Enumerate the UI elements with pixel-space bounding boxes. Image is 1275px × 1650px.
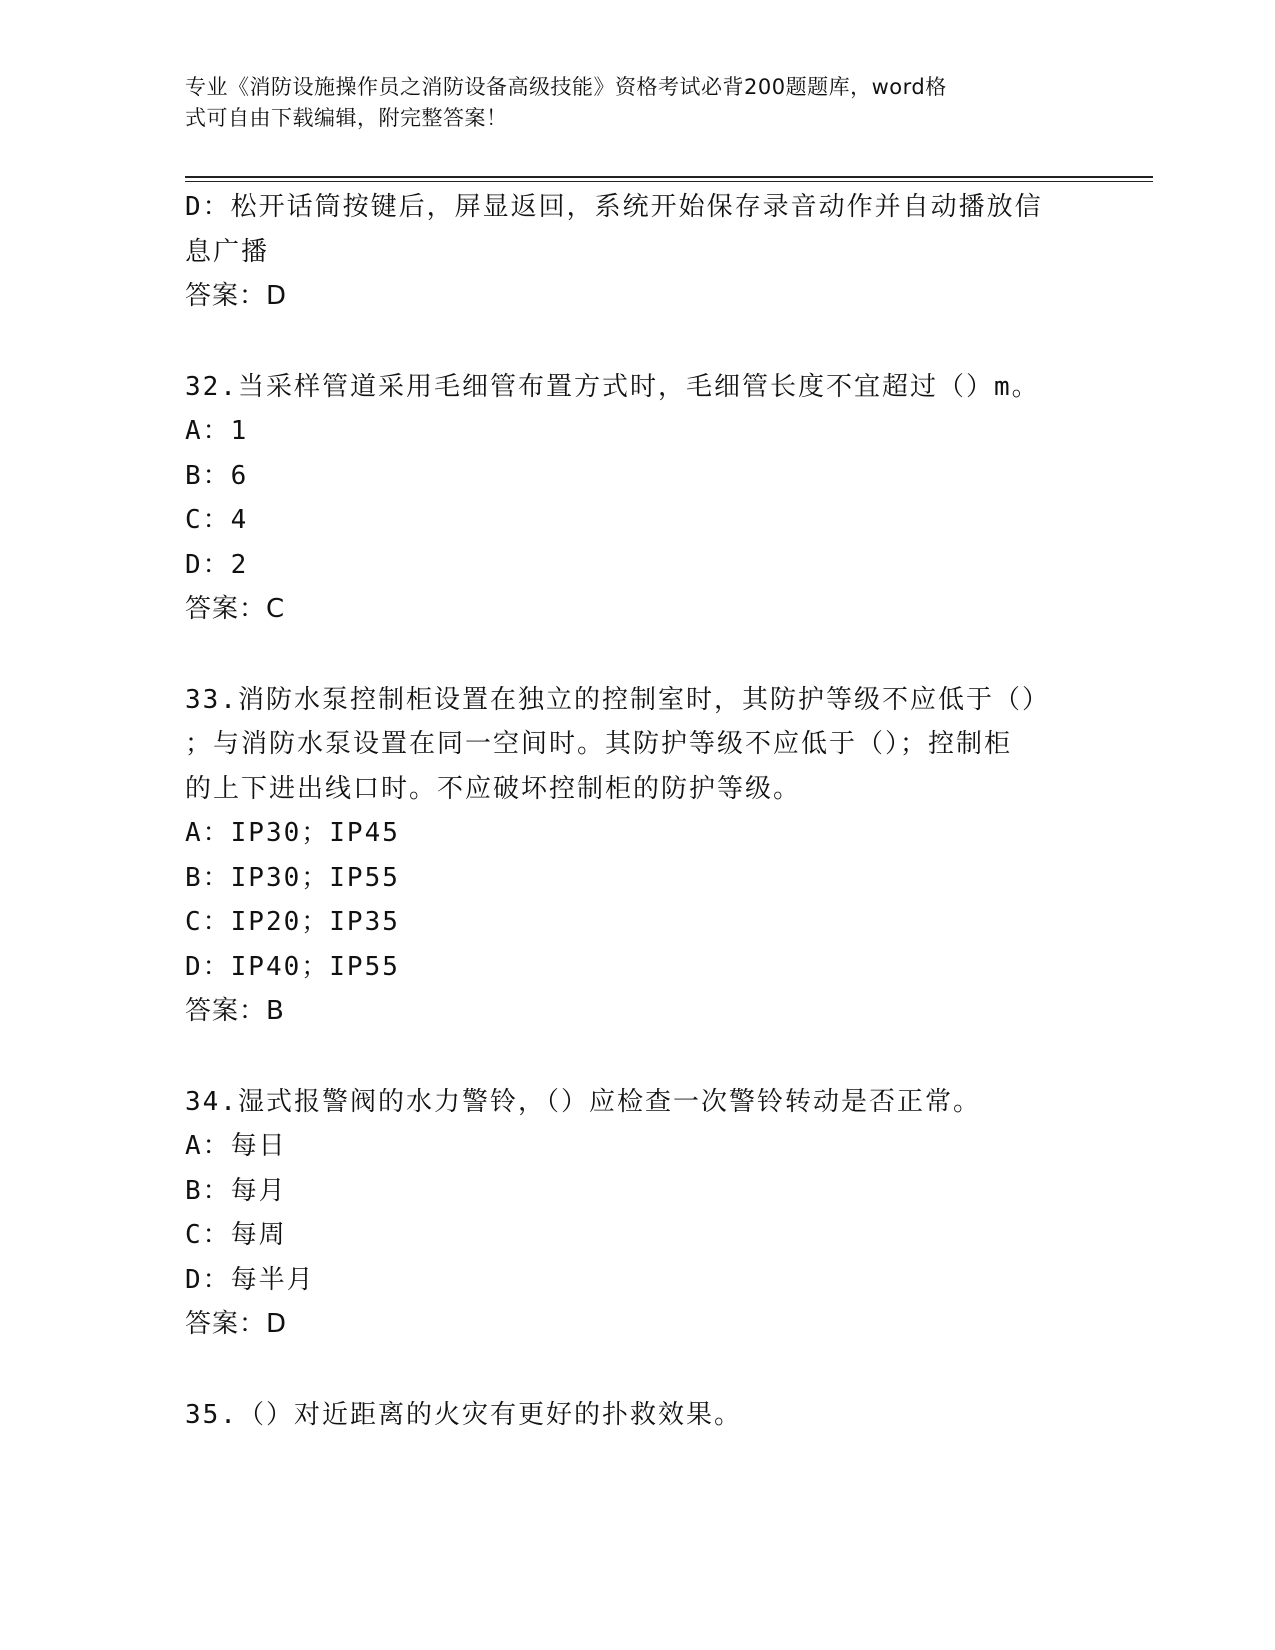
question-stem: 33.消防水泵控制柜设置在独立的控制室时，其防护等级不应低于（） xyxy=(185,684,1050,715)
document-header xyxy=(185,72,1055,134)
option-a: A：每日 xyxy=(185,1131,287,1161)
question-33 xyxy=(185,678,1085,1034)
option-b: B：6 xyxy=(185,460,249,491)
option-d: D：IP40；IP55 xyxy=(185,951,400,982)
block-gap xyxy=(185,1034,1085,1080)
option-d-continued: 息广播 xyxy=(185,236,270,267)
option-d: D：2 xyxy=(185,549,249,580)
option-a: A：IP30；IP45 xyxy=(185,818,400,848)
answer-line: 答案：B xyxy=(185,996,285,1026)
option-b: B：每月 xyxy=(185,1175,287,1206)
header-line-2: 式可自由下载编辑，附完整答案！ xyxy=(185,106,508,130)
answer-line: 答案：D xyxy=(185,281,288,311)
question-34 xyxy=(185,1080,1085,1347)
block-gap xyxy=(185,1347,1085,1393)
answer-line: 答案：C xyxy=(185,594,286,624)
option-c: C：每周 xyxy=(185,1220,287,1250)
previous-question-tail xyxy=(185,185,1085,319)
answer-line: 答案：D xyxy=(185,1309,288,1339)
option-b: B：IP30；IP55 xyxy=(185,862,400,893)
block-gap xyxy=(185,319,1085,365)
question-stem: 32.当采样管道采用毛细管布置方式时，毛细管长度不宜超过（）m。 xyxy=(185,371,1040,402)
option-d: D：松开话筒按键后，屏显返回，系统开始保存录音动作并自动播放信 xyxy=(185,192,1043,222)
question-stem-continued: 的上下进出线口时。不应破坏控制柜的防护等级。 xyxy=(185,773,802,804)
option-c: C：IP20；IP35 xyxy=(185,907,400,937)
option-c: C：4 xyxy=(185,505,249,535)
option-d: D：每半月 xyxy=(185,1264,315,1295)
block-gap xyxy=(185,632,1085,678)
header-divider xyxy=(185,176,1153,182)
question-32 xyxy=(185,365,1085,632)
question-stem: 34.湿式报警阀的水力警铃，（）应检查一次警铃转动是否正常。 xyxy=(185,1086,981,1117)
question-content xyxy=(185,185,1085,1437)
question-stem-continued: ；与消防水泵设置在同一空间时。其防护等级不应低于（）；控制柜 xyxy=(185,729,1013,759)
option-a: A：1 xyxy=(185,416,249,446)
question-stem: 35.（）对近距离的火灾有更好的扑救效果。 xyxy=(185,1399,742,1430)
header-line-1: 专业《消防设施操作员之消防设备高级技能》资格考试必背200题题库，word格 xyxy=(185,75,947,99)
question-35 xyxy=(185,1393,1085,1438)
